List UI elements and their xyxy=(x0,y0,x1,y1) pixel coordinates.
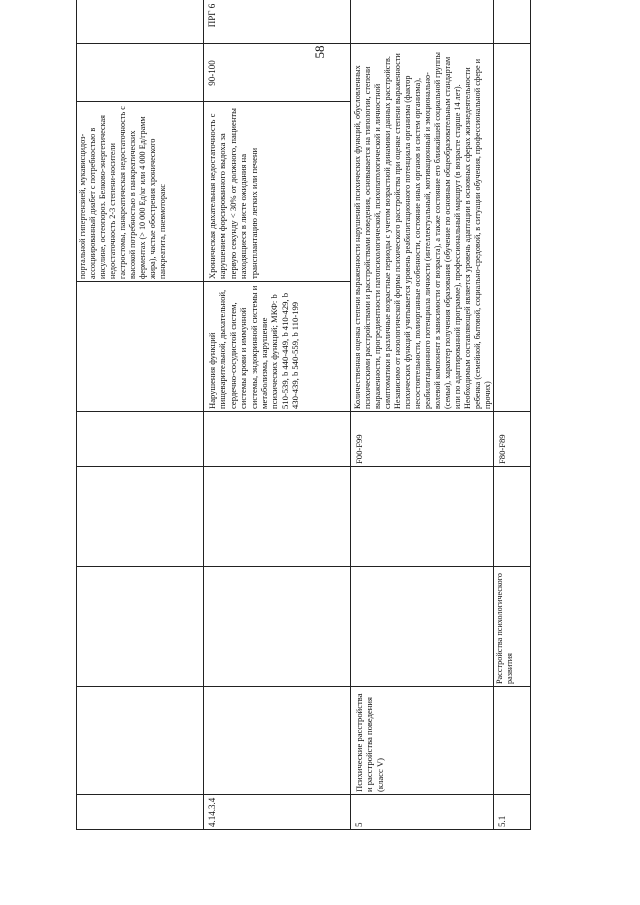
row2-percent: 90-100 xyxy=(206,60,217,86)
row2-criteria-cell xyxy=(203,102,350,282)
row3-code: 5 xyxy=(353,822,364,827)
row2-criteria-text: Хроническая дыхательная недостаточность с нарушением форсированного выдоха за первую секунду < 30% от должного, пациенты находящиеся в листе ожидания на трансплантацию легких или печени xyxy=(206,108,259,279)
row4-icd-codes: F80-F89 xyxy=(496,434,507,464)
row2-percent-cell xyxy=(203,44,350,102)
row3-description-text: Количественная оценка степени выраженности нарушений психических функций, обусловленных психическими расстройствами и расстройствами поведения, основывается на типологии, степени выраженности, прогредиентности патопсихологической, психопатологической и личностной симптоматики в различные возрастные периоды с учетом возрастной динамики данных расстройств. Независимо от нозологической формы психического расстройства при оценке степени выраженности психических функций учитывается уровень реабилитационного потенциала организма (фактор несостоятельности, полиорганные особенности, состояние иных органов и систем организма), реабилитационного потенциала личности (интеллектуальный, мотивационный и эмоционально-волевой компонент в зависимости от возраста), а также состояние его ближайшей социальной группы (семьи), характер получения образования (обучение по основным общеобразовательным стандартам или по адаптированной программе), профессиональный маршрут (в возрасте старше 14 лет). Необходимым составляющей является уровень адаптации в основных сферах жизнедеятельности ребенка (семейной, бытовой, социально-средовой, в ситуации обучения, профессиональной сфере и прочих) xyxy=(352,52,492,409)
row3-description-cell xyxy=(350,44,493,412)
row2-reference: ПРГ 6 xyxy=(206,3,217,28)
rotated-table-stage xyxy=(76,0,531,830)
row2-code: 4.14.3.4 xyxy=(206,797,217,827)
row1-criteria-text: портальной гипертензией, мукависцидоз-ассоциированный диабет с потребностью в инсулине, остеопороз. Белково-энергетическая недостаточность 2-3 степени-носители гастростомы, панкреатическая недостаточность с высокой потребностью в панкреатических ферментах (> 10 000 Ед/кг или 4 000 Ед/грамм жира), частые обострения хронического панкреатита, пневмоторакс xyxy=(77,106,167,279)
row4-disorder-cell xyxy=(493,567,531,687)
row2-functions-text: Нарушения функций пищеварительной, дыхательной, сердечно-сосудистой систем, системы крови и иммунной системы, эндокринной системы и метаболизма, нарушение психических функций; МКФ: b 510-539, b 440-449, b 410-429, b 430-439, b 540-559, b 110-199 xyxy=(206,285,300,409)
row3-icd-cell xyxy=(350,412,493,467)
page-number-text: 58 xyxy=(312,45,327,59)
row2-code-cell xyxy=(203,795,350,830)
row4-disorder-text: Расстройства психологического развития xyxy=(494,573,514,684)
row4-icd-cell xyxy=(493,412,531,467)
disability-criteria-table xyxy=(76,0,531,830)
column-divider-3 xyxy=(76,566,531,567)
row4-code-cell xyxy=(493,795,531,830)
row3-class-cell xyxy=(350,687,493,795)
row3-icd-codes: F00-F99 xyxy=(353,434,364,464)
row4-code: 5.1 xyxy=(496,815,507,827)
row3-class-text: Психические расстройства и расстройства поведения (класс V) xyxy=(353,693,385,792)
row3-code-cell xyxy=(350,795,493,830)
row2-reference-cell xyxy=(203,0,350,44)
row1-criteria-cell xyxy=(76,102,203,282)
row2-functions-cell xyxy=(203,282,350,412)
